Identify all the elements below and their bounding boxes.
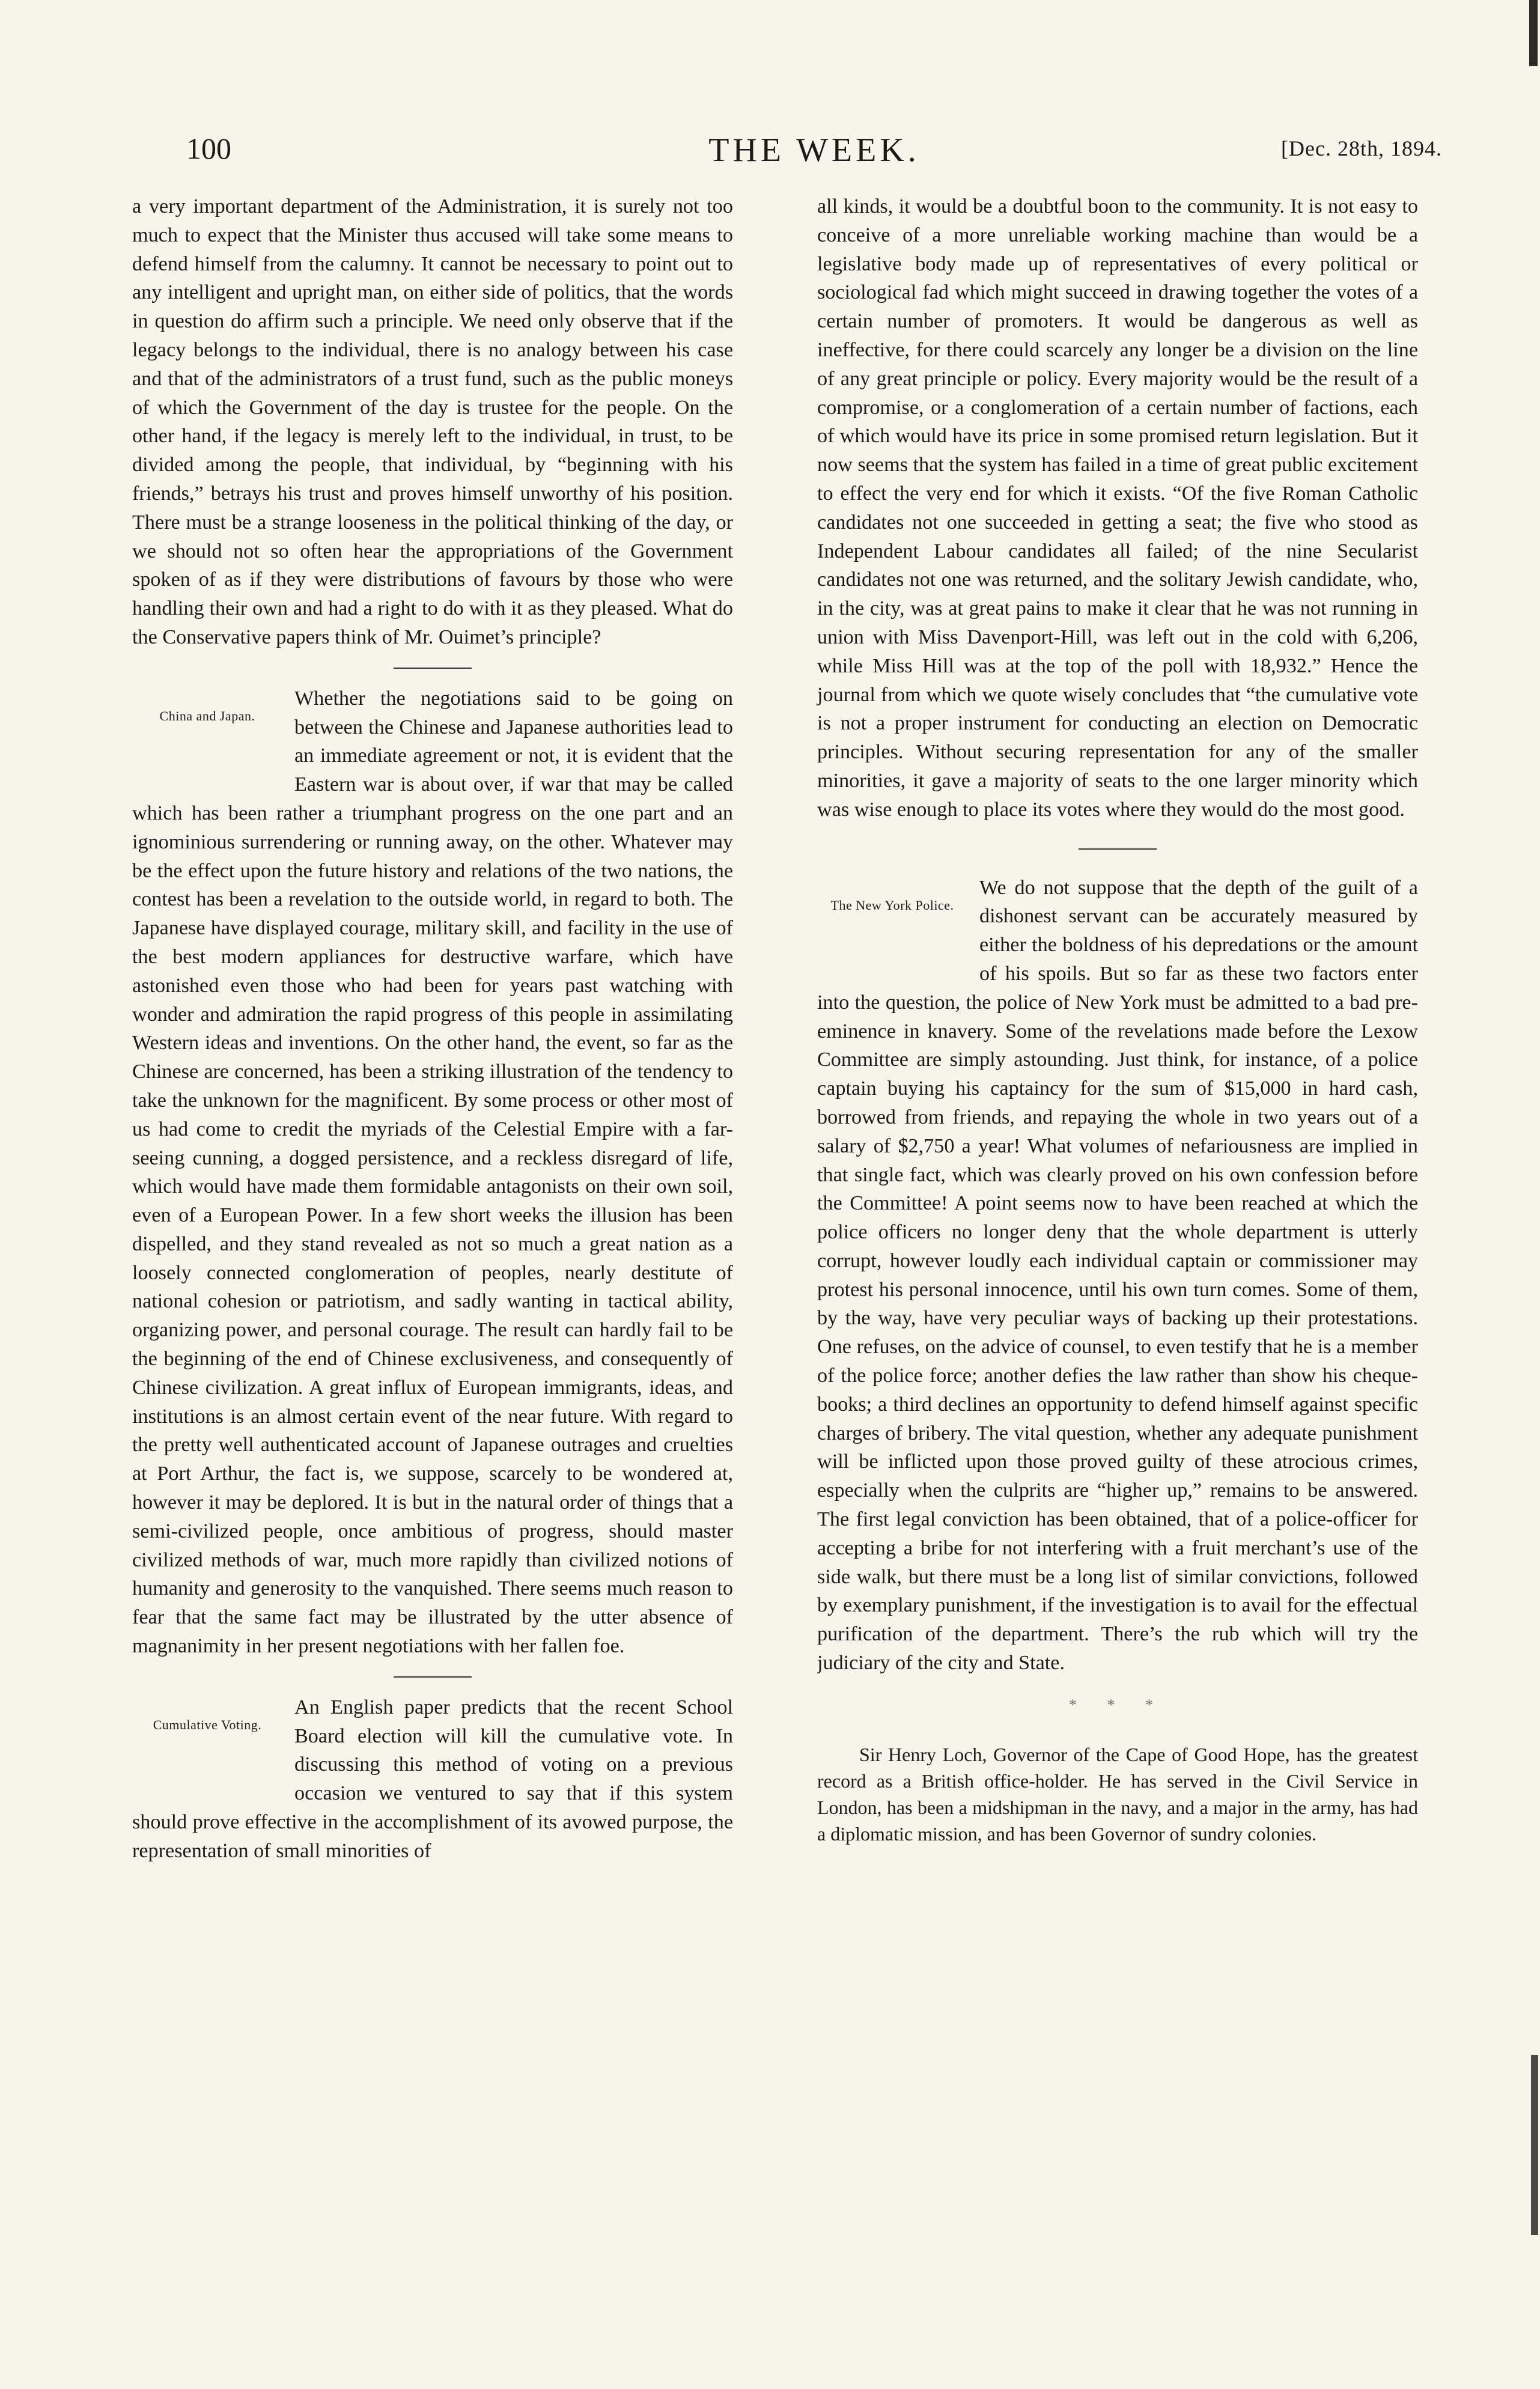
sidenote-china-japan: China and Japan. <box>159 708 255 723</box>
page-number: 100 <box>186 132 231 165</box>
article-text-cumulative-voting: An English paper predicts that the recent School Board election will kill the cumulative vote. In discussing this method of voting on a previous occasion we ventured to say that if this system should prove effective in the accomplishment of its avowed purpose, the representation of small minorities of <box>132 1696 733 1862</box>
article-new-york-police <box>817 874 1418 1678</box>
section-divider <box>1079 848 1157 850</box>
article-text-cumulative-voting-continued: all kinds, it would be a doubtful boon to the community. It is not easy to conceive of a more unreliable working machine than would be a legislative body made up of representatives of every political or sociological fad which might succeed in drawing together the votes of a certain number of promoters. It would be dangerous as well as ineffective, for there could scarcely any longer be a division on the line of any great principle or policy. Every majority would be the result of a compromise, or a conglomeration of a certain number of factions, each of which would have its price in some promised return legislation. But it now seems that the system has failed in a time of great public excitement to effect the very end for which it exists. “Of the five Roman Catholic candidates not one succeeded in getting a seat; the five who stood as Independent Labour candidates all failed; of the nine Secularist candidates not one was returned, and the solitary Jewish candidate, who, in the city, was at great pains to make it clear that he was not running in union with Miss Davenport-Hill, was left out in the cold with 6,206, while Miss Hill was at the top of the poll with 18,932.” Hence the journal from which we quote wisely concludes that “the cumulative vote is not a proper instrument for conducting an election on Democratic principles. Without securing representation for any of the smaller minorities, it gave a majority of seats to the one larger minority which was wise enough to place its votes where they would do the most good. <box>817 195 1418 821</box>
scan-edge-mark <box>1531 2055 1538 2235</box>
sidenote-new-york-police: The New York Police. <box>830 897 954 913</box>
section-divider <box>394 1676 472 1678</box>
sidenote-cumulative-voting: Cumulative Voting. <box>153 1717 262 1732</box>
issue-date: [Dec. 28th, 1894. <box>1281 136 1442 160</box>
right-column <box>817 192 1418 1847</box>
left-column <box>132 192 733 1866</box>
article-china-japan <box>132 684 733 1661</box>
scan-edge-mark <box>1529 0 1538 66</box>
section-divider <box>394 668 472 669</box>
article-text-china-japan: Whether the negotiations said to be going on between the Chinese and Japanese authorities lead to an immediate agreement or not, it is evident that the Eastern war is about over, if war that may be called which has been rather a triumphant progress on the one part and an ignominious surrendering or running away, on the other. Whatever may be the effect upon the future history and relations of the two nations, the contest has been a revelation to the outside world, in regard to both. The Japanese have displayed courage, military skill, and facility in the use of the best modern appliances for destructive warfare, which have astonished even those who had been for years past watching with wonder and admiration the rapid progress of this people in assimilating Western ideas and inventions. On the other hand, the event, so far as the Chinese are concerned, has been a striking illustration of the tendency to take the unknown for the magnificent. By some process or other most of us had come to credit the myriads of the Celestial Empire with a far-seeing cunning, a dogged persistence, and a reckless disregard of life, which would have made them formidable antagonists on their own soil, even of a European Power. In a few short weeks the illusion has been dispelled, and they stand revealed as not so much a great nation as a loosely connected conglomeration of peoples, nearly destitute of national cohesion or patriotism, and sadly wanting in tactical ability, organizing power, and personal courage. The result can hardly fail to be the beginning of the end of Chinese exclusiveness, and consequently of Chinese civilization. A great influx of European immigrants, ideas, and institutions is an almost certain event of the near future. With regard to the pretty well authenticated account of Japanese outrages and cruelties at Port Arthur, the fact is, we suppose, scarcely to be wondered at, however it may be deplored. It is but in the natural order of things that a semi-civilized people, once ambitious of progress, should master civilized methods of war, much more rapidly than civilized notions of humanity and generosity to the vanquished. There seems much reason to fear that the same fact may be illustrated by the utter absence of magnanimity in her present negotiations with her fallen foe. <box>132 687 733 1658</box>
intro-paragraph: a very important department of the Administration, it is surely not too much to expect that the Minister thus accused will take some means to defend himself from the calumny. It cannot be necessary to point out to any intelligent and upright man, on either side of politics, that the words in question do affirm such a principle. We need only observe that if the legacy belongs to the individual, there is no analogy between his case and that of the administrators of a trust fund, such as the public moneys of which the Government of the day is trustee for the people. On the other hand, if the legacy is merely left to the individual, in trust, to be divided among the people, that individual, by “beginning with his friends,” betrays his trust and proves himself unworthy of his position. There must be a strange looseness in the political thinking of the day, or we should not so often hear the appropriations of the Government spoken of as if they were distributions of favours by those who were handling their own and had a right to do with it as they pleased. What do the Conservative papers think of Mr. Ouimet’s principle? <box>132 195 733 648</box>
article-cumulative-voting <box>132 1693 733 1866</box>
article-text-sir-henry-loch: Sir Henry Loch, Governor of the Cape of Good Hope, has the greatest record as a British office-holder. He has served in the Civil Service in London, has been a midshipman in the navy, and a major in the army, has had a diplomatic mission, and has been Governor of sundry colonies. <box>817 1743 1418 1845</box>
separator-stars: * * * <box>1069 1696 1166 1714</box>
journal-title: THE WEEK. <box>708 132 920 169</box>
page-header <box>186 131 1442 173</box>
article-text-new-york-police: We do not suppose that the depth of the guilt of a dishonest servant can be accurately measured by either the boldness of his depredations or the amount of his spoils. But so far as these two factors enter into the question, the police of New York must be admitted to a bad pre-eminence in knavery. Some of the revelations made before the Lexow Committee are simply astounding. Just think, for instance, of a police captain buying his captaincy for the sum of $15,000 in hard cash, borrowed from friends, and repaying the whole in two years out of a salary of $2,750 a year! What volumes of nefariousness are implied in that single fact, which was clearly proved on his own confession before the Committee! A point seems now to have been reached at which the police officers no longer deny that the whole department is utterly corrupt, however loudly each individual captain or commissioner may protest his personal innocence, until his own turn comes. Some of them, by the way, have very peculiar ways of backing up their protestations. One refuses, on the advice of counsel, to even testify that he is a member of the police force; another defies the law rather than show his cheque-books; a third declines an opportunity to defend himself against specific charges of bribery. The vital question, whether any adequate punishment will be inflicted upon those proved guilty of these atrocious crimes, especially when the culprits are “higher up,” remains to be answered. The first legal conviction has been obtained, that of a police-officer for accepting a bribe for not interfering with a fruit merchant’s use of the side walk, but there must be a long list of similar convictions, followed by exemplary punishment, if the investigation is to avail for the effectual purification of the department. There’s the rub which will try the judiciary of the city and State. <box>817 876 1418 1675</box>
